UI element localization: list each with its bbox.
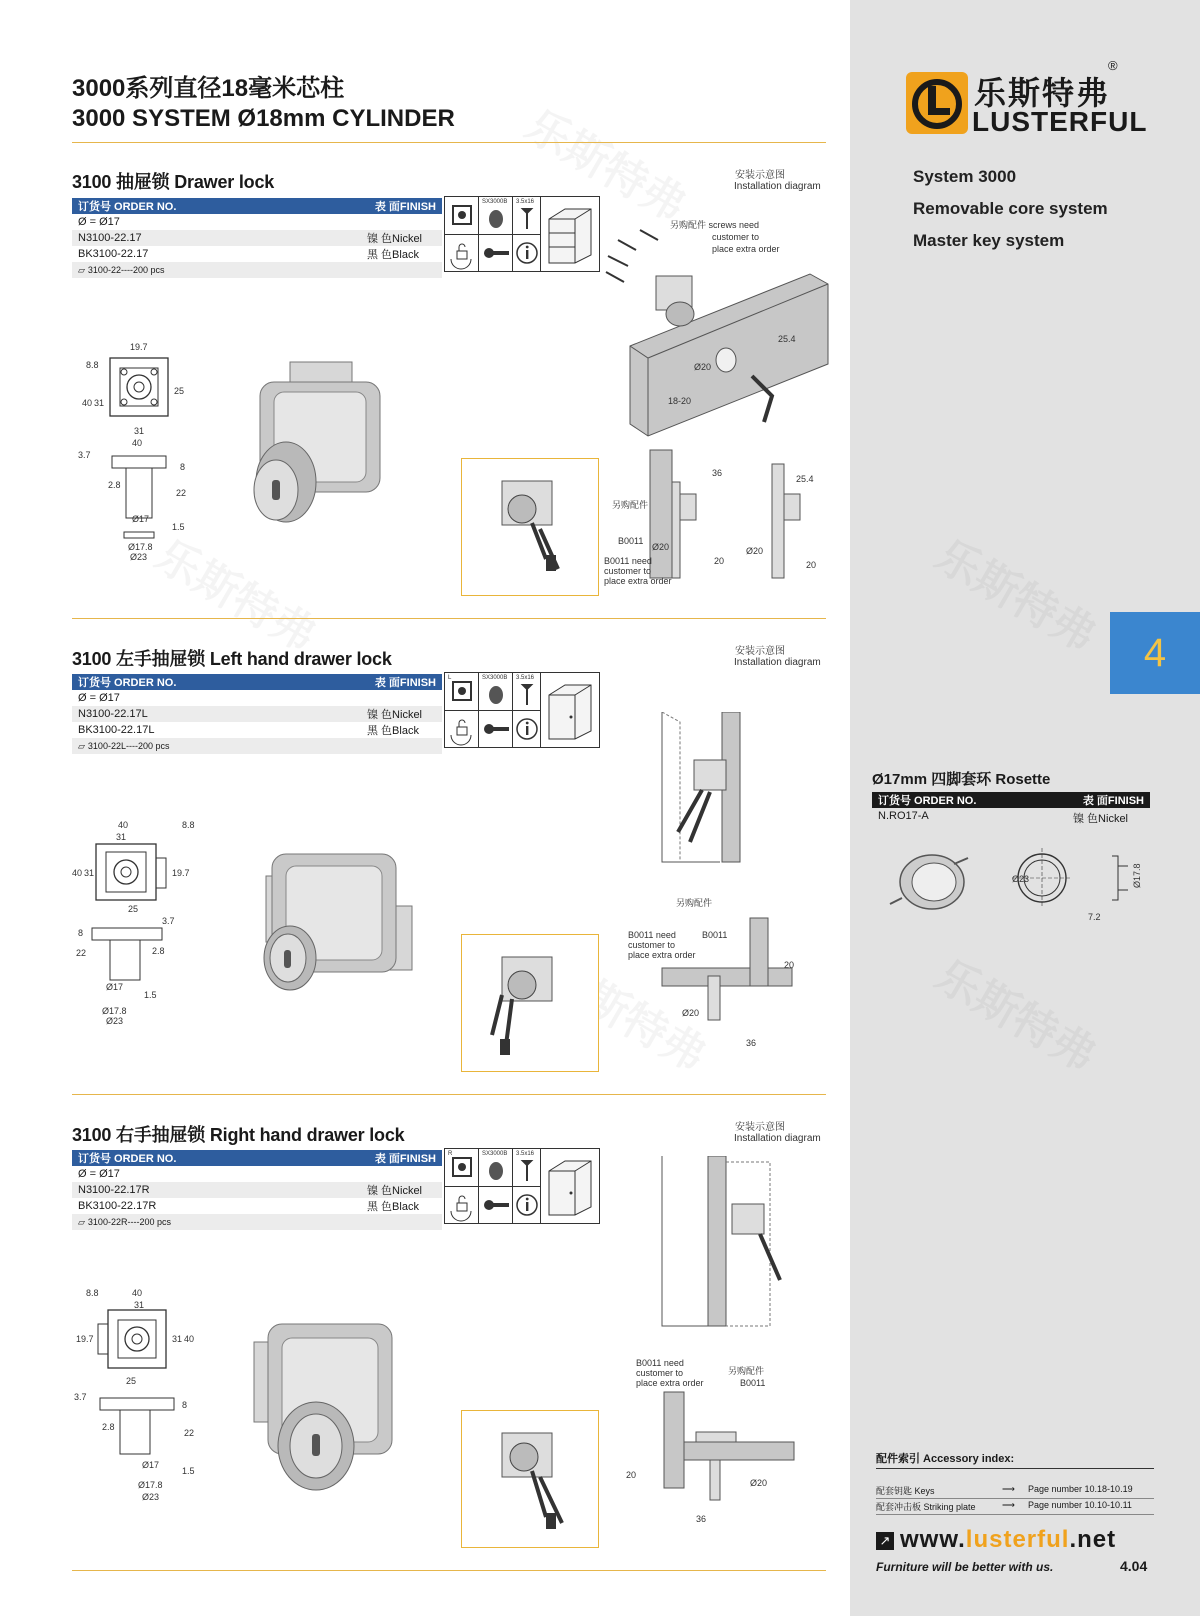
install-note: 20 xyxy=(714,556,725,566)
diameter-row xyxy=(72,1166,442,1182)
install-note: B0011 xyxy=(740,1378,766,1388)
rosette-dim-17-8: Ø17.8 xyxy=(1132,863,1142,888)
finish: 镍 色Nickel xyxy=(367,233,423,245)
order-no: N3100-22.17L xyxy=(78,708,148,720)
accessory-keys-page: Page number 10.18-10.19 xyxy=(1028,1484,1133,1494)
table-row xyxy=(72,230,442,246)
rosette-dim-7-2: 7.2 xyxy=(1088,912,1101,922)
rosette-order-header: 订货号 ORDER NO. xyxy=(878,795,977,807)
dim-label: Ø17.8 xyxy=(102,1006,127,1016)
icon-label: SX3000B xyxy=(482,675,508,681)
divider xyxy=(72,142,826,143)
dim-label: 40 xyxy=(132,1288,143,1298)
diameter: Ø = Ø17 xyxy=(78,1168,120,1180)
install-note: B0011 xyxy=(618,536,644,546)
install-note: Ø20 xyxy=(682,1008,700,1018)
info-icon xyxy=(512,234,542,272)
install-note: 另购配件 screws need xyxy=(670,220,760,230)
dim-label: Ø17 xyxy=(142,1460,160,1470)
page-title-en: 3000 SYSTEM Ø18mm CYLINDER xyxy=(72,105,455,132)
product-thumbnail xyxy=(461,1410,599,1548)
lock-turn-icon xyxy=(444,710,480,748)
dim-label: Ø23 xyxy=(130,552,148,562)
install-note: 18-20 xyxy=(668,396,692,406)
lock-turn-icon xyxy=(444,1186,480,1224)
dim-label: 25 xyxy=(126,1376,137,1386)
dim-label: Ø17 xyxy=(132,514,150,524)
order-table xyxy=(72,1150,442,1230)
install-note: place extra order xyxy=(712,244,780,254)
dim-label: 31 xyxy=(134,1300,145,1310)
dim-label: Ø23 xyxy=(142,1492,160,1502)
tech-drawing xyxy=(72,1288,202,1508)
section-title-drawer-lock: 3100 抽屉锁 Drawer lock xyxy=(72,172,275,192)
dim-label: 40 xyxy=(82,398,93,408)
install-note: B0011 xyxy=(702,930,728,940)
icon-label: 3.5x16 xyxy=(516,199,535,205)
brand-logo-icon xyxy=(906,72,968,134)
dim-label: 31 xyxy=(172,1334,183,1344)
install-label-en: Installation diagram xyxy=(734,1133,821,1144)
cabinet-icon xyxy=(540,196,600,272)
tech-drawing xyxy=(72,818,202,1028)
install-note: 另购配件 xyxy=(728,1366,765,1376)
installation-diagram xyxy=(620,1156,820,1526)
box-icon: ▱ xyxy=(78,1216,85,1227)
order-header: 订货号 ORDER NO. xyxy=(78,201,177,213)
package-row xyxy=(72,1214,442,1230)
dim-label: 40 xyxy=(72,868,83,878)
icon-label: R xyxy=(448,1151,453,1157)
install-note: B0011 need xyxy=(604,556,652,566)
product-photo xyxy=(250,352,390,542)
dim-label: 25 xyxy=(174,386,185,396)
table-row xyxy=(72,1198,442,1214)
dim-label: 19.7 xyxy=(76,1334,94,1344)
dim-label: 2.8 xyxy=(108,480,121,490)
rosette-finish-header: 表 面FINISH xyxy=(1082,795,1144,807)
chapter-tab xyxy=(1110,612,1200,694)
dim-label: 1.5 xyxy=(144,990,157,1000)
rosette-finish: 镍 色Nickel xyxy=(1073,813,1129,825)
spec-icon-grid xyxy=(444,1148,600,1228)
dim-label: 1.5 xyxy=(172,522,185,532)
installation-diagram xyxy=(600,214,840,594)
install-note: 20 xyxy=(626,1470,637,1480)
dim-label: 31 xyxy=(116,832,127,842)
order-header: 订货号 ORDER NO. xyxy=(78,677,177,689)
order-table xyxy=(72,674,442,754)
icon-label: 3.5x16 xyxy=(516,675,535,681)
screw-icon xyxy=(512,672,542,712)
install-note: Ø20 xyxy=(746,546,764,556)
dim-label: 8 xyxy=(182,1400,188,1410)
order-no: BK3100-22.17L xyxy=(78,724,155,736)
cylinder-icon xyxy=(478,1148,514,1188)
page-number: 4.04 xyxy=(1120,1558,1148,1574)
dim-label: 3.7 xyxy=(74,1392,87,1402)
dim-label: 31 xyxy=(94,398,105,408)
diameter: Ø = Ø17 xyxy=(78,216,120,228)
dim-label: 19.7 xyxy=(130,342,148,352)
finish: 黑 色Black xyxy=(367,1201,419,1213)
install-note: customer to xyxy=(636,1368,684,1378)
table-row xyxy=(72,706,442,722)
dim-label: 2.8 xyxy=(102,1422,115,1432)
diameter: Ø = Ø17 xyxy=(78,692,120,704)
brand-name-cn: 乐斯特弗 xyxy=(974,75,1111,111)
cylinder-icon xyxy=(478,196,514,236)
dim-label: 22 xyxy=(176,488,187,498)
dim-label: 3.7 xyxy=(78,450,91,460)
feature-master-key: Master key system xyxy=(913,231,1065,250)
accessory-plate-page: Page number 10.10-10.11 xyxy=(1028,1500,1132,1510)
dim-label: Ø17.8 xyxy=(128,542,153,552)
info-icon xyxy=(512,1186,542,1224)
install-label-cn: 安装示意图 xyxy=(735,1122,785,1133)
dim-label: 8.8 xyxy=(182,820,195,830)
install-note: 另购配件 xyxy=(612,500,649,510)
install-note: customer to xyxy=(712,232,760,242)
cylinder-icon xyxy=(478,672,514,712)
dim-label: Ø17 xyxy=(106,982,124,992)
key-icon xyxy=(478,1186,514,1224)
cabinet-icon xyxy=(540,1148,600,1224)
finish: 黑 色Black xyxy=(367,249,419,261)
install-note: Ø20 xyxy=(750,1478,768,1488)
dim-label: 8.8 xyxy=(86,1288,99,1298)
dim-label: 22 xyxy=(184,1428,195,1438)
table-row xyxy=(72,722,442,738)
order-no: N3100-22.17 xyxy=(78,232,142,244)
finish-header: 表 面FINISH xyxy=(374,1153,436,1165)
install-note: 25.4 xyxy=(778,334,796,344)
tagline: Furniture will be better with us. xyxy=(876,1560,1054,1574)
install-note: place extra order xyxy=(604,576,672,586)
divider xyxy=(876,1468,1154,1469)
package-qty: 3100-22L----200 pcs xyxy=(87,741,170,751)
diameter-row xyxy=(72,690,442,706)
rosette-drawing xyxy=(872,838,1152,928)
feature-removable-core: Removable core system xyxy=(913,199,1108,218)
install-note: 36 xyxy=(696,1514,707,1524)
install-note: Ø20 xyxy=(694,362,712,372)
table-row xyxy=(72,1182,442,1198)
install-label-en: Installation diagram xyxy=(734,657,821,668)
install-note: 25.4 xyxy=(796,474,814,484)
finish: 镍 色Nickel xyxy=(367,1185,423,1197)
install-label-cn: 安装示意图 xyxy=(735,646,785,657)
order-no: N3100-22.17R xyxy=(78,1184,150,1196)
install-label xyxy=(734,1122,821,1144)
icon-label: 3.5x16 xyxy=(516,1151,535,1157)
diameter-row xyxy=(72,214,442,230)
divider xyxy=(72,1094,826,1095)
order-no: BK3100-22.17 xyxy=(78,248,149,260)
finish: 镍 色Nickel xyxy=(367,709,423,721)
dim-label: Ø23 xyxy=(106,1016,124,1026)
order-table xyxy=(72,198,442,278)
rosette-table-header xyxy=(872,792,1150,808)
spec-icon-grid xyxy=(444,196,600,276)
arrow-icon: ⟶ xyxy=(1002,1500,1015,1510)
rosette-order-no: N.RO17-A xyxy=(878,810,929,822)
package-row xyxy=(72,738,442,754)
install-note: customer to xyxy=(604,566,652,576)
dim-label: 31 xyxy=(84,868,95,878)
rosette-title: Ø17mm 四脚套环 Rosette xyxy=(872,771,1051,788)
package-qty: 3100-22R----200 pcs xyxy=(87,1217,171,1227)
install-note: B0011 need xyxy=(636,1358,684,1368)
install-label xyxy=(734,170,821,192)
dim-label: 8 xyxy=(78,928,84,938)
screw-icon xyxy=(512,1148,542,1188)
install-note: 36 xyxy=(712,468,723,478)
lock-front-icon xyxy=(444,672,480,712)
icon-label: L xyxy=(448,675,452,681)
brand-name-en: LUSTERFUL xyxy=(972,106,1148,137)
install-label-en: Installation diagram xyxy=(734,181,821,192)
arrow-icon: ⟶ xyxy=(1002,1484,1015,1494)
accessory-row-striking-plate[interactable] xyxy=(876,1500,1154,1515)
dim-label: 25 xyxy=(128,904,139,914)
install-note: Ø20 xyxy=(652,542,670,552)
product-photo xyxy=(262,846,432,996)
key-icon xyxy=(478,710,514,748)
dim-label: 40 xyxy=(118,820,129,830)
section-title-left-hand-lock: 3100 左手抽屉锁 Left hand drawer lock xyxy=(72,649,392,669)
package-row xyxy=(72,262,442,278)
product-thumbnail xyxy=(461,458,599,596)
finish-header: 表 面FINISH xyxy=(374,201,436,213)
website-prefix: www. xyxy=(900,1526,966,1553)
page-title xyxy=(72,74,455,134)
order-table-header xyxy=(72,198,442,214)
box-icon: ▱ xyxy=(78,264,85,275)
dim-label: 40 xyxy=(184,1334,195,1344)
website-suffix: .net xyxy=(1069,1526,1117,1553)
dim-label: 1.5 xyxy=(182,1466,195,1476)
website-domain: lusterful xyxy=(965,1526,1070,1553)
finish-header: 表 面FINISH xyxy=(374,677,436,689)
install-label xyxy=(734,646,821,668)
accessory-plate-label: 配套冲击板 Striking plate xyxy=(876,1502,976,1512)
order-table-header xyxy=(72,1150,442,1166)
tech-drawing xyxy=(72,336,202,568)
dim-label: 22 xyxy=(76,948,87,958)
install-note: 20 xyxy=(784,960,795,970)
install-note: B0011 need xyxy=(628,930,676,940)
dim-label: 19.7 xyxy=(172,868,190,878)
install-note: customer to xyxy=(628,940,676,950)
dim-label: 3.7 xyxy=(162,916,175,926)
order-header: 订货号 ORDER NO. xyxy=(78,1153,177,1165)
dim-label: 8 xyxy=(180,462,186,472)
page-title-cn: 3000系列直径18毫米芯柱 xyxy=(72,75,345,102)
order-no: BK3100-22.17R xyxy=(78,1200,157,1212)
divider xyxy=(72,1570,826,1571)
feature-system: System 3000 xyxy=(913,167,1017,186)
accessory-keys-label: 配套钥匙 Keys xyxy=(876,1486,935,1496)
key-icon xyxy=(478,234,514,272)
dim-label: 8.8 xyxy=(86,360,99,370)
table-row xyxy=(72,246,442,262)
install-note: 36 xyxy=(746,1038,757,1048)
finish: 黑 色Black xyxy=(367,725,419,737)
lock-front-icon xyxy=(444,1148,480,1188)
installation-diagram xyxy=(610,712,810,1052)
cabinet-icon xyxy=(540,672,600,748)
accessory-row-keys[interactable] xyxy=(876,1484,1154,1499)
section-title-right-hand-lock: 3100 右手抽屉锁 Right hand drawer lock xyxy=(72,1125,405,1145)
icon-label: SX3000B xyxy=(482,1151,508,1157)
dim-label: 31 xyxy=(134,426,145,436)
box-icon: ▱ xyxy=(78,740,85,751)
install-note: place extra order xyxy=(628,950,696,960)
order-table-header xyxy=(72,674,442,690)
product-thumbnail xyxy=(461,934,599,1072)
registered-mark: ® xyxy=(1108,58,1118,73)
dim-label: 40 xyxy=(132,438,143,448)
spec-icon-grid xyxy=(444,672,600,752)
arrow-link-icon: ↗ xyxy=(876,1532,894,1550)
rosette-dim-23: Ø23 xyxy=(1012,874,1030,884)
icon-label: SX3000B xyxy=(482,199,508,205)
dim-label: 2.8 xyxy=(152,946,165,956)
accessory-index-title: 配件索引 Accessory index: xyxy=(876,1453,1015,1465)
install-note: 另购配件 xyxy=(676,898,713,908)
chapter-tab-number: 4 xyxy=(1143,630,1167,675)
lock-turn-icon xyxy=(444,234,480,272)
website-link[interactable] xyxy=(900,1526,1116,1554)
divider xyxy=(72,618,826,619)
product-photo xyxy=(250,1320,410,1500)
install-label-cn: 安装示意图 xyxy=(735,170,785,181)
lock-front-icon xyxy=(444,196,480,236)
install-note: 20 xyxy=(806,560,817,570)
package-qty: 3100-22----200 pcs xyxy=(87,265,165,275)
info-icon xyxy=(512,710,542,748)
screw-icon xyxy=(512,196,542,236)
install-note: place extra order xyxy=(636,1378,704,1388)
dim-label: Ø17.8 xyxy=(138,1480,163,1490)
